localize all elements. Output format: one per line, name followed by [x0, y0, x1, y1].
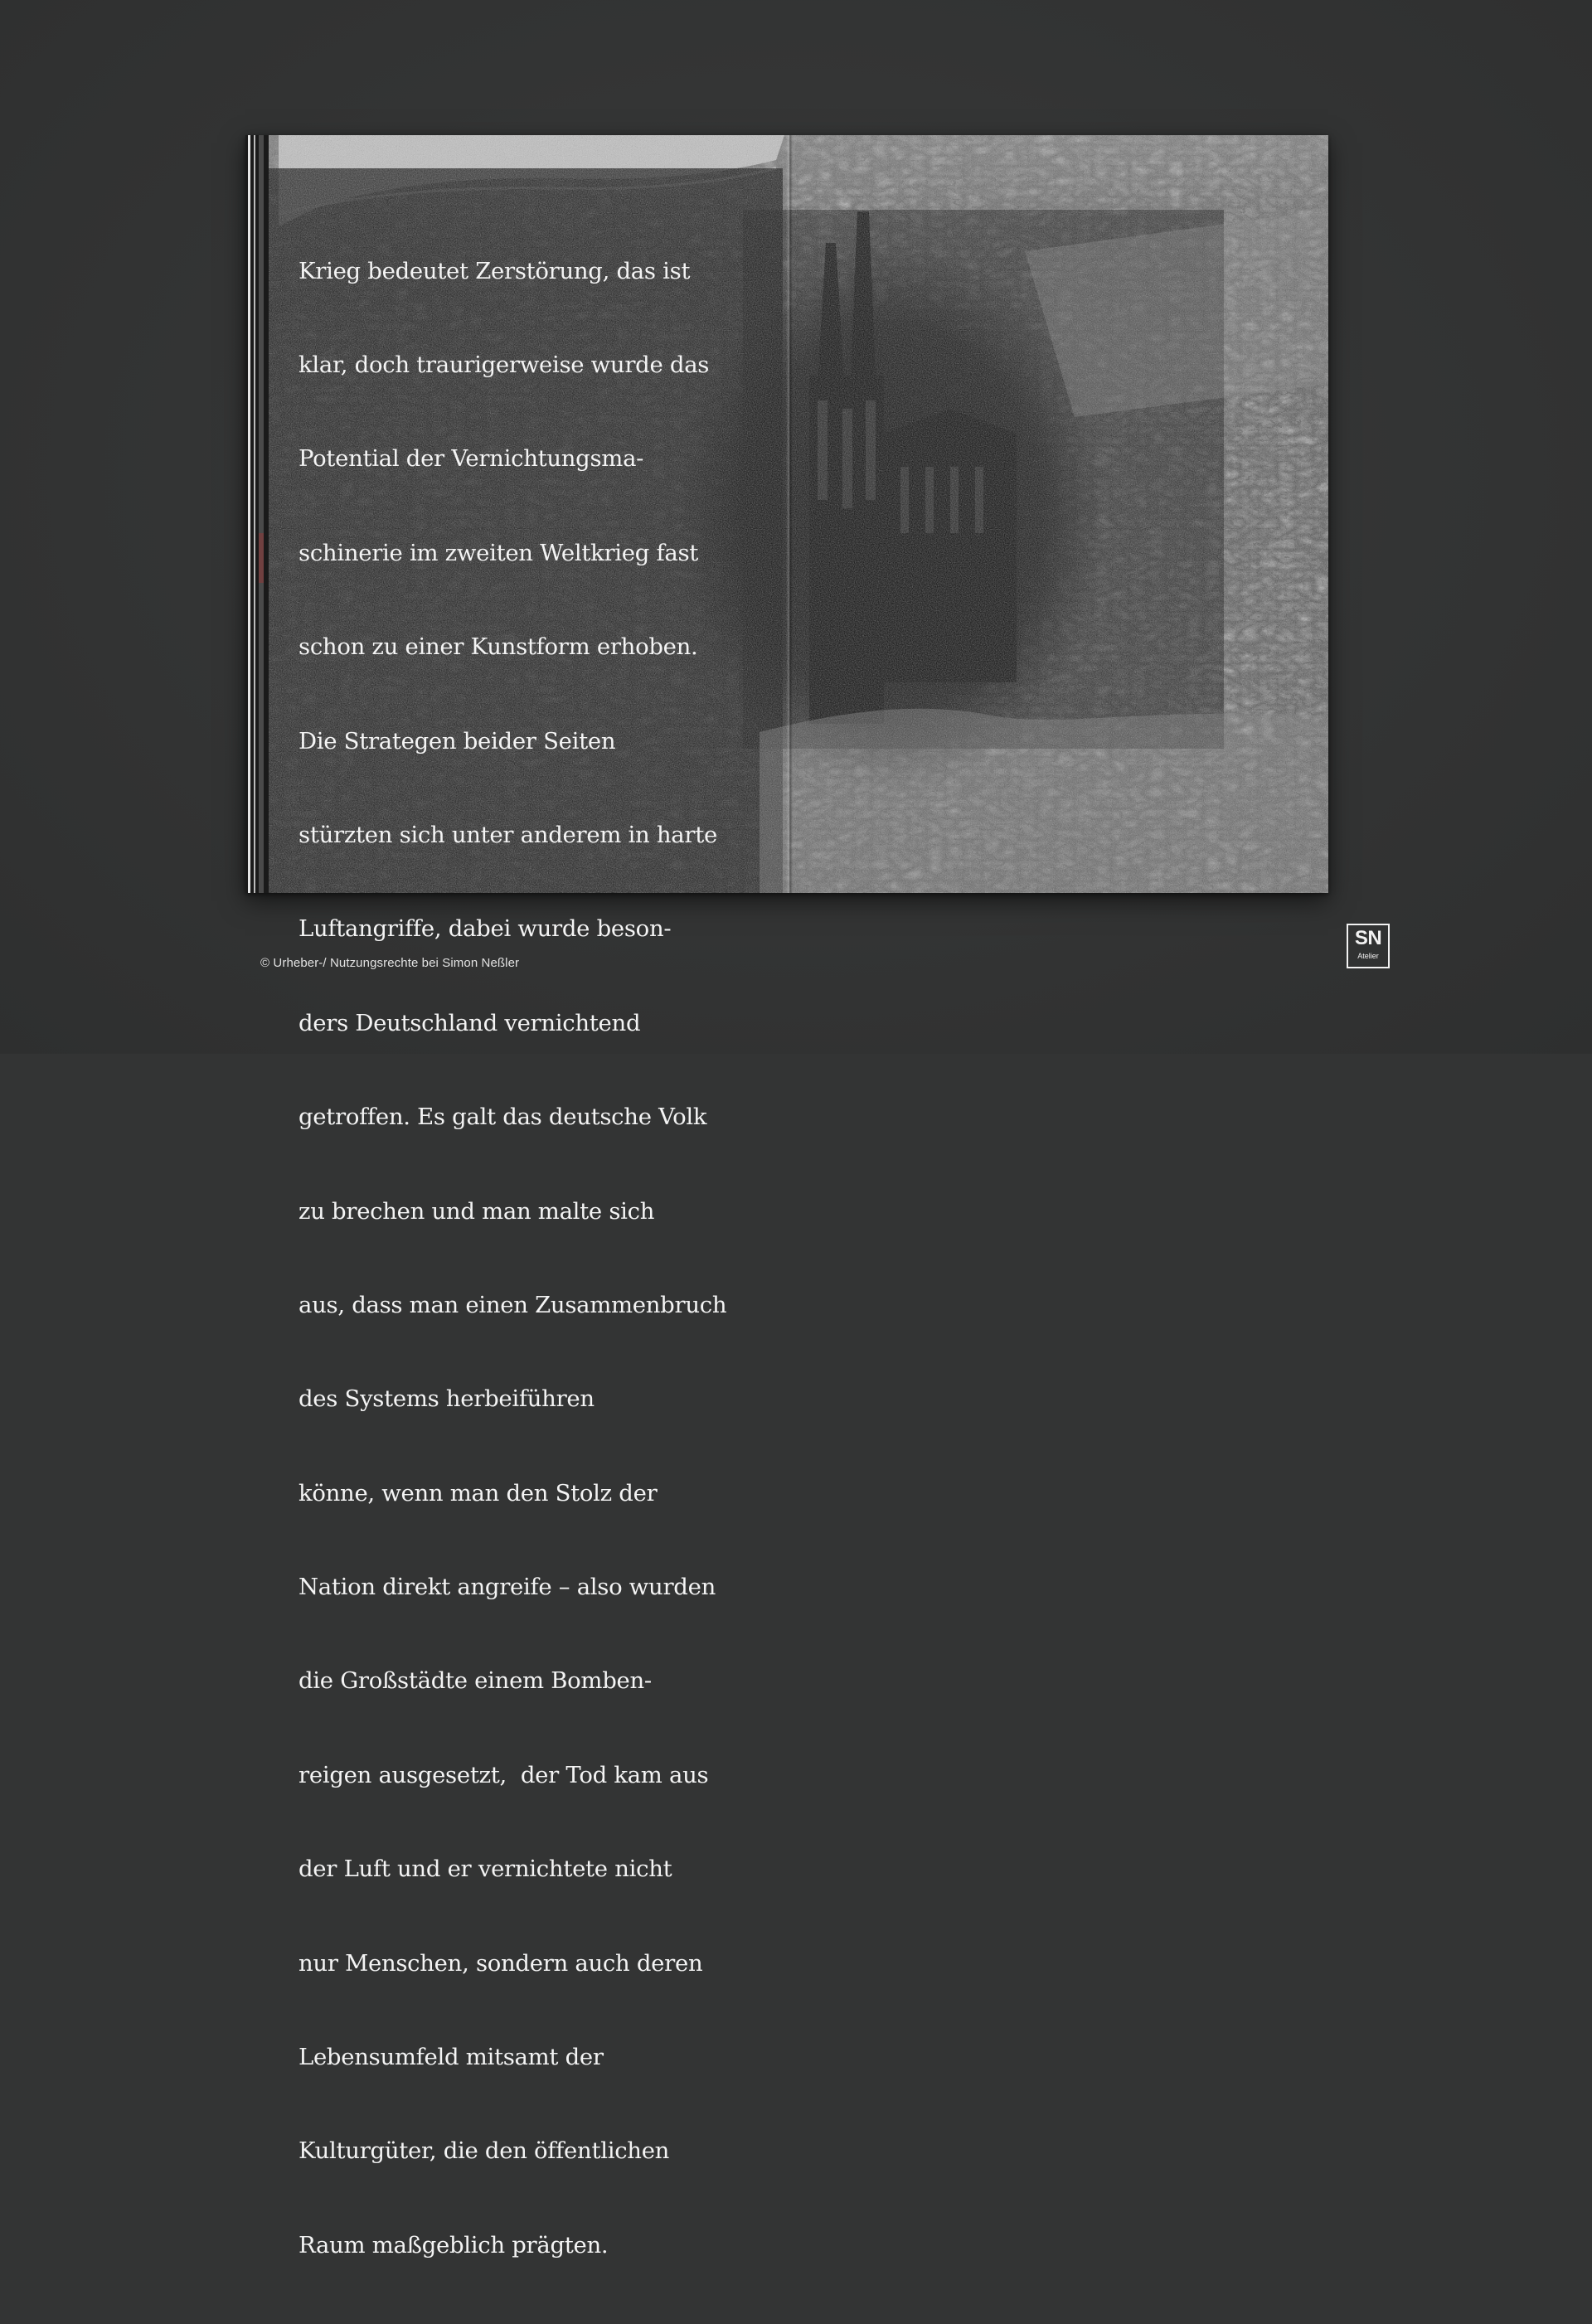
page-edge-strip	[245, 135, 269, 893]
essay-line: schinerie im zweiten Weltkrieg fast	[298, 539, 699, 566]
essay-line: stürzten sich unter anderem in harte	[298, 821, 717, 848]
essay-line: Lebensumfeld mitsamt der	[298, 2044, 604, 2071]
essay-line: Kulturgüter, die den öffentlichen	[298, 2137, 670, 2165]
essay-text	[298, 193, 813, 2324]
essay-line: Raum maßgeblich prägten.	[298, 2231, 609, 2259]
essay-line: Nation direkt angreife – also wurden	[298, 1574, 716, 1601]
essay-line: die Großstädte einem Bomben-	[298, 1667, 652, 1695]
essay-line: des Systems herbeiführen	[298, 1385, 595, 1413]
essay-line: schon zu einer Kunstform erhoben.	[298, 633, 698, 661]
essay-line: Die Strategen beider Seiten	[298, 727, 616, 754]
essay-line: der Luft und er vernichtete nicht	[298, 1856, 672, 1883]
logo-mark: SN	[1354, 927, 1382, 949]
essay-line: Krieg bedeutet Zerstörung, das ist	[298, 257, 691, 284]
essay-line: aus, dass man einen Zusammenbruch	[298, 1291, 727, 1318]
essay-line: nur Menschen, sondern auch deren	[298, 1949, 703, 1977]
logo-subtitle: Atelier	[1357, 952, 1379, 960]
essay-line: getroffen. Es galt das deutsche Volk	[298, 1104, 707, 1131]
essay-line: Potential der Vernichtungsma-	[298, 445, 644, 473]
essay-line: Luftangriffe, dabei wurde beson-	[298, 915, 672, 943]
copyright-credit: © Urheber-/ Nutzungsrechte bei Simon Neßler	[260, 956, 520, 970]
sn-atelier-logo	[1347, 924, 1390, 968]
essay-line: reigen ausgesetzt, der Tod kam aus	[298, 1761, 709, 1788]
essay-line: zu brechen und man malte sich	[298, 1197, 655, 1225]
essay-line: klar, doch traurigerweise wurde das	[298, 351, 710, 378]
essay-line: ders Deutschland vernichtend	[298, 1009, 641, 1036]
essay-line: könne, wenn man den Stolz der	[298, 1479, 658, 1506]
